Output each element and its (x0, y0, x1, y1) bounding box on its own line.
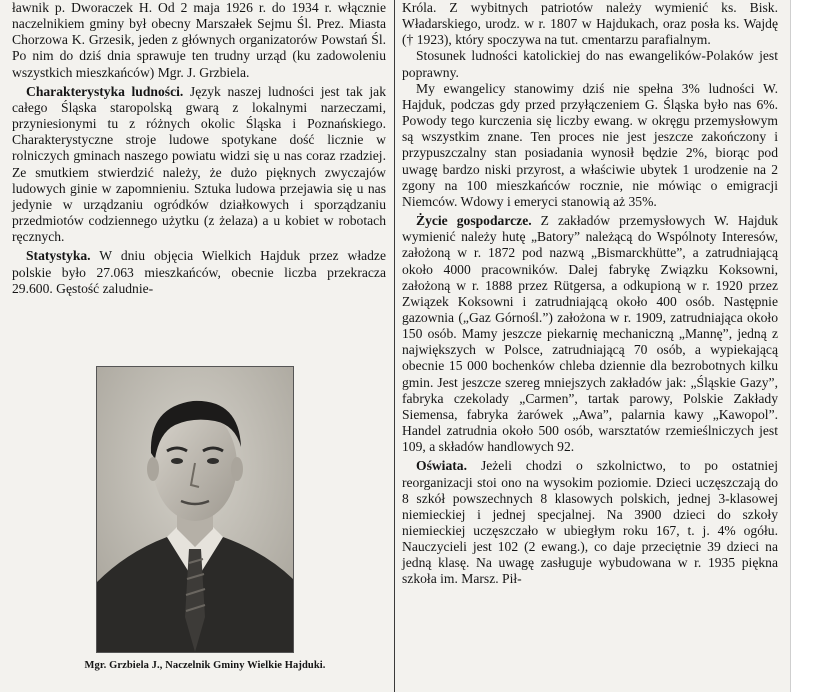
paragraph-relations: Stosunek ludności katolickiej do nas ewangelików-Polaków jest poprawny. (402, 48, 778, 80)
paragraph-administration: ławnik p. Dworaczek H. Od 2 maja 1926 r. do 1934 r. włącznie naczelnikiem gminy był obecny Marszałek Sejmu Śl. Prez. Miasta Chorzowa K. Grzesik, jeden z głównych organizatorów Powstań Śl. Po nim do dziś dnia sprawuje ten trudny urząd (ku zadowoleniu wszystkich mieszkańców) Mgr. J. Grzbiela. (12, 0, 386, 80)
portrait-image (97, 367, 293, 652)
paragraph-evangelicals: My ewangelicy stanowimy dziś nie spełna 3% ludności W. Hajduk, podczas gdy przed przyłączeniem G. Śląska było nas 6%. Powody tego kurczenia się liczby ewang. w okręgu przemysłowym są wszystkim znane. Ten proces nie jest jeszcze zakończony i przypuszczalny stan posiadania wynosił będzie 2%, biorąc pod uwagę bardzo niski przyrost, a właściwie ubytek 1 urodzenie na 2 zgony na 100 mieszkańców rocznie, nie mówiąc o emigracji Niemców. Wdowy i emeryci stanowią aż 35%. (402, 80, 778, 209)
paragraph-patriots: Króla. Z wybitnych patriotów należy wymienić ks. Bisk. Władarskiego, urodz. w r. 1807 w Hajdukach, oraz posła ks. Wajdę († 1923), który spoczywa na tut. cmentarzu parafialnym. (402, 0, 778, 48)
section-heading-education: Oświata. (416, 458, 467, 474)
section-heading-economy: Życie gospodarcze. (416, 213, 532, 229)
paragraph-body: Jeżeli chodzi o szkolnictwo, to po ostatniej reorganizacji stoi ono na wysokim poziomie. Dzieci uczęszczają do 8 szkół powszechnych 8 klasowych polskich, jednej 3-klasowej niemieckiej i jednej specjalnej. Na 3900 dzieci do szkoły niemieckiej uczęszczało w ubiegłym roku 167, t. j. 4% ogółu. Nauczycieli jest 102 (2 ewang.), co daje przeciętnie 39 dzieci na jedną klasę. Na uwagę zasługuje wybudowana w r. 1935 piękna szkoła im. Marsz. Pił- (402, 458, 778, 587)
paragraph-body: Z zakładów przemysłowych W. Hajduk wymienić należy hutę „Batory” należącą do Wspólnoty Interesów, założoną w r. 1872 pod nazwą „Bismarckhütte”, a zatrudniającą około 4000 pracowników. Dalej fabrykę Związku Koksowni, założoną w r. 1888 przez Rütgersa, a odkupioną w r. 1920 przez Związek Koksowni i zatrudniającą około 400 osób. Następnie gazownia („Gaz Górnośl.”) założona w r. 1909, zatrudniająca około 150 osób. Mamy jeszcze piekarnię mechaniczną „Mannę”, jedną z największych w Polsce, zatrudniającą 70 osób, a wypiekającą obecnie 15 000 bochenków chleba dziennie dla bezrobotnych kilku gmin. Jest jeszcze szereg mniejszych zakładów jak: „Śląskie Gazy”, fabryka czekolady „Carmen”, tartak parowy, Polskie Zakłady Siemensa, fabryka żarówek „Awa”, palarnia kawy „Kawopol”. Handel zatrudnia około 500 osób, warsztatów rzemieślniczych jest 109, a składów handlowych 92. (402, 213, 778, 455)
paragraph-education (402, 458, 778, 587)
photo-caption: Mgr. Grzbiela J., Naczelnik Gminy Wielkie Hajduki. (84, 660, 326, 671)
section-heading-population: Charakterystyka ludności. (26, 83, 184, 99)
column-divider (394, 0, 395, 692)
paragraph-body: W dniu objęcia Wielkich Hajduk przez władze polskie było 27.063 mieszkańców, obecnie liczba przekracza 29.600. Gęstość zaludnie- (12, 248, 386, 296)
portrait-photo (96, 366, 294, 653)
left-column (12, 0, 386, 297)
paragraph-population-character (12, 84, 386, 246)
right-column (402, 0, 778, 588)
paragraph-economy (402, 213, 778, 455)
paragraph-statistics (12, 248, 386, 296)
paragraph-body: Język naszej ludności jest tak jak całego Śląska staropolską gwarą z lokalnymi narzeczami, przyniesionymi tu z różnych okolic Śląska i Poznańskiego. Charakterystyczne stroje ludowe spotykane dość licznie w rolniczych gminach naszego powiatu widzi się u nas coraz rzadziej. Ze smutkiem stwierdzić należy, że dużo pięknych zwyczajów ludowych ginie w zapomnieniu. Sztuka ludowa przejawia się u nas jedynie w urządzaniu ogródków działkowych i sporządzaniu przedmiotów codziennego użytku (z żelaza) a u kobiet w robotach ręcznych. (12, 83, 387, 245)
section-heading-statistics: Statystyka. (26, 248, 91, 264)
scan-margin (790, 0, 826, 692)
